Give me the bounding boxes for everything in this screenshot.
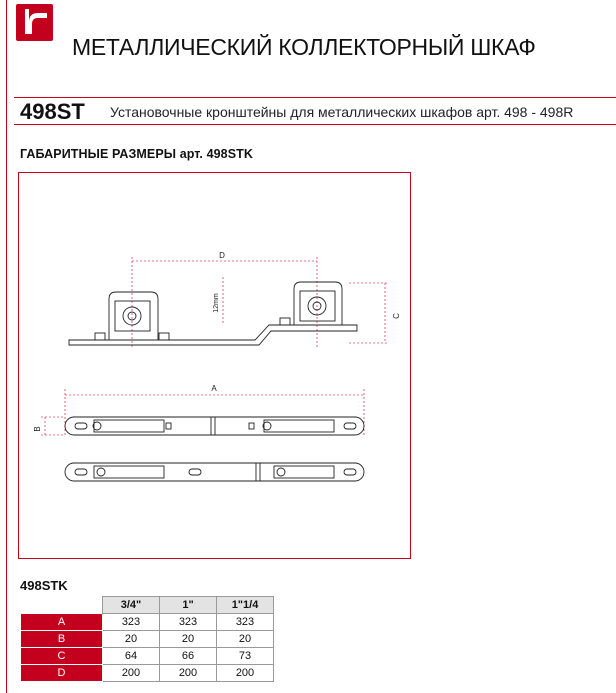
product-code: 498ST <box>20 99 85 124</box>
technical-drawing <box>18 172 411 559</box>
table-row-label: D <box>21 665 103 682</box>
dimension-d-label: D <box>219 251 225 260</box>
dimension-b-label: B <box>33 426 42 432</box>
table-title: 498STK <box>20 578 68 593</box>
left-accent-rule <box>6 0 7 693</box>
table-row-label: A <box>21 614 103 631</box>
table-cell: 64 <box>103 648 160 665</box>
table-cell: 323 <box>217 614 274 631</box>
table-header-row <box>21 597 274 614</box>
table-cell: 20 <box>103 631 160 648</box>
table-row <box>21 648 274 665</box>
table-row <box>21 631 274 648</box>
table-cell: 73 <box>217 648 274 665</box>
table-row-label: C <box>21 648 103 665</box>
table-cell: 323 <box>103 614 160 631</box>
divider-top <box>14 97 616 98</box>
table-column-header: 1"1/4 <box>217 597 274 614</box>
table-cell: 323 <box>160 614 217 631</box>
table-cell: 200 <box>217 665 274 682</box>
table-corner-cell <box>21 597 103 614</box>
table-row-label: B <box>21 631 103 648</box>
section-title: ГАБАРИТНЫЕ РАЗМЕРЫ арт. 498STK <box>20 147 254 161</box>
table-column-header: 1" <box>160 597 217 614</box>
dimension-12mm-label: 12mm <box>213 293 220 313</box>
brand-logo-icon <box>16 4 53 41</box>
dimension-a-label: A <box>211 384 217 393</box>
dimension-c-label: C <box>392 313 401 319</box>
table-cell: 200 <box>160 665 217 682</box>
bracket-top-view <box>41 389 364 481</box>
table-cell: 20 <box>217 631 274 648</box>
page-title: МЕТАЛЛИЧЕСКИЙ КОЛЛЕКТОРНЫЙ ШКАФ <box>72 34 536 60</box>
table-row <box>21 665 274 682</box>
table-column-header: 3/4" <box>103 597 160 614</box>
bracket-side-view <box>69 257 389 348</box>
table-cell: 200 <box>103 665 160 682</box>
table-cell: 20 <box>160 631 217 648</box>
divider-bottom <box>14 124 616 125</box>
dimensions-table <box>20 596 274 682</box>
table-cell: 66 <box>160 648 217 665</box>
table-row <box>21 614 274 631</box>
product-description: Установочные кронштейны для металлических шкафов арт. 498 - 498R <box>110 104 574 120</box>
brand-logo <box>16 4 53 41</box>
bracket-drawing-svg <box>19 173 412 560</box>
